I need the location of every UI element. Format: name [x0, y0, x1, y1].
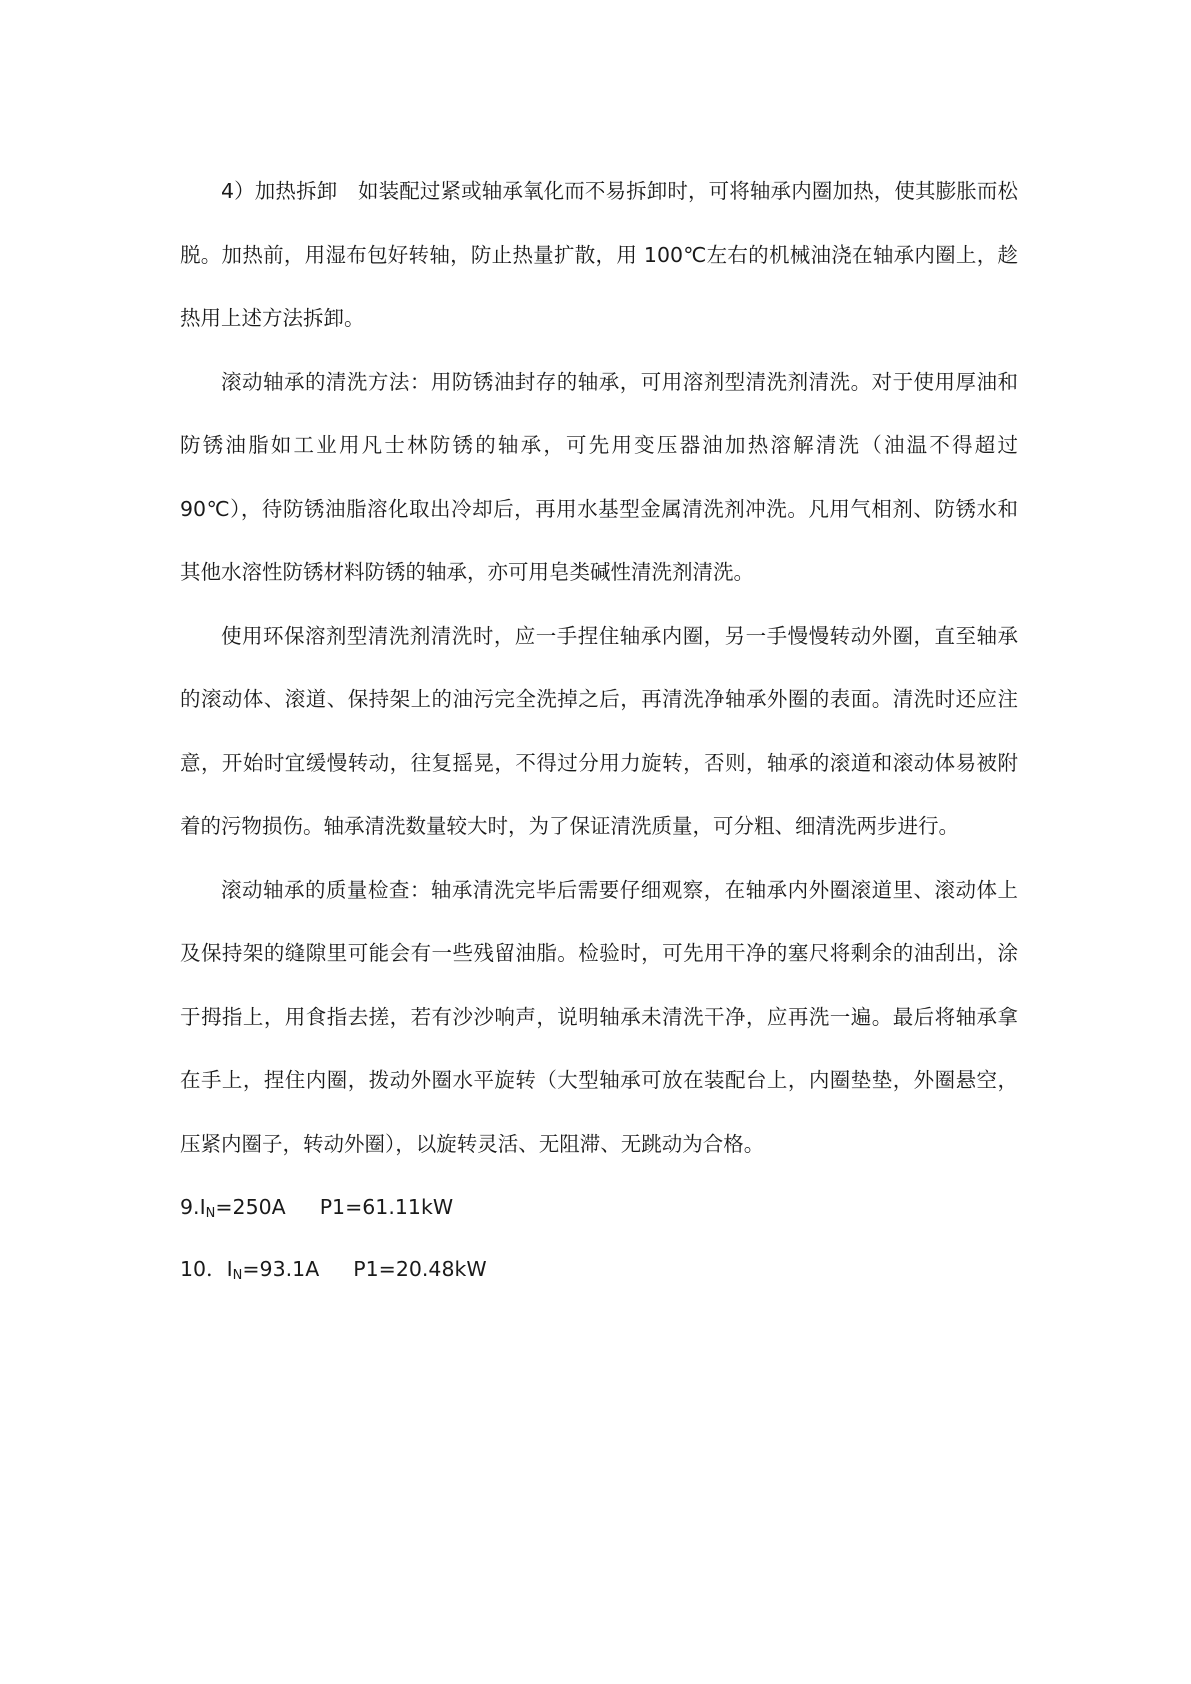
paragraph-cleaning-method: 滚动轴承的清洗方法：用防锈油封存的轴承，可用溶剂型清洗剂清洗。对于使用厚油和防锈油脂如工业用凡士林防锈的轴承，可先用变压器油加热溶解清洗（油温不得超过 90℃），待防锈油脂溶化取出冷却后，再用水基型金属清洗剂冲洗。凡用气相剂、防锈水和其他水溶性防锈材料防锈的轴承，亦可用皂类碱性清洗剂清洗。 [180, 369, 1018, 584]
current-value: =93.1A [242, 1257, 320, 1281]
answer-9 [180, 1192, 453, 1229]
paragraph-quality-inspection: 滚动轴承的质量检查：轴承清洗完毕后需要仔细观察，在轴承内外圈滚道里、滚动体上及保持架的缝隙里可能会有一些残留油脂。检验时，可先用干净的塞尺将剩余的油刮出，涂于拇指上，用食指去搓，若有沙沙响声，说明轴承未清洗干净，应再洗一遍。最后将轴承拿在手上，捏住内圈，拨动外圈水平旋转（大型轴承可放在装配台上，内圈垫垫，外圈悬空，压紧内圈子，转动外圈），以旋转灵活、无阻滞、无跳动为合格。 [180, 877, 1018, 1156]
current-subscript: N [232, 1268, 243, 1283]
document-body [180, 160, 1018, 1176]
paragraph-heating-disassembly: 4）加热拆卸 如装配过紧或轴承氧化而不易拆卸时，可将轴承内圈加热，使其膨胀而松脱。加热前，用湿布包好转轴，防止热量扩散，用 100℃左右的机械油浇在轴承内圈上，趁热用上述方法拆卸。 [180, 179, 1018, 330]
answer-number: 10． [180, 1257, 227, 1281]
rated-current [227, 1254, 320, 1291]
current-value: =250A [215, 1195, 286, 1219]
answer-10 [180, 1254, 487, 1291]
current-symbol: I [226, 1257, 233, 1281]
rated-current [200, 1192, 286, 1229]
input-power: P1=61.11kW [319, 1195, 454, 1219]
answer-number: 9. [180, 1195, 200, 1219]
paragraph-cleaning-procedure: 使用环保溶剂型清洗剂清洗时，应一手捏住轴承内圈，另一手慢慢转动外圈，直至轴承的滚动体、滚道、保持架上的油污完全洗掉之后，再清洗净轴承外圈的表面。清洗时还应注意，开始时宜缓慢转动，往复摇晃，不得过分用力旋转，否则，轴承的滚道和滚动体易被附着的污物损伤。轴承清洗数量较大时，为了保证清洗质量，可分粗、细清洗两步进行。 [180, 623, 1018, 838]
current-symbol: I [199, 1195, 206, 1219]
current-subscript: N [205, 1206, 216, 1221]
input-power: P1=20.48kW [353, 1257, 487, 1281]
